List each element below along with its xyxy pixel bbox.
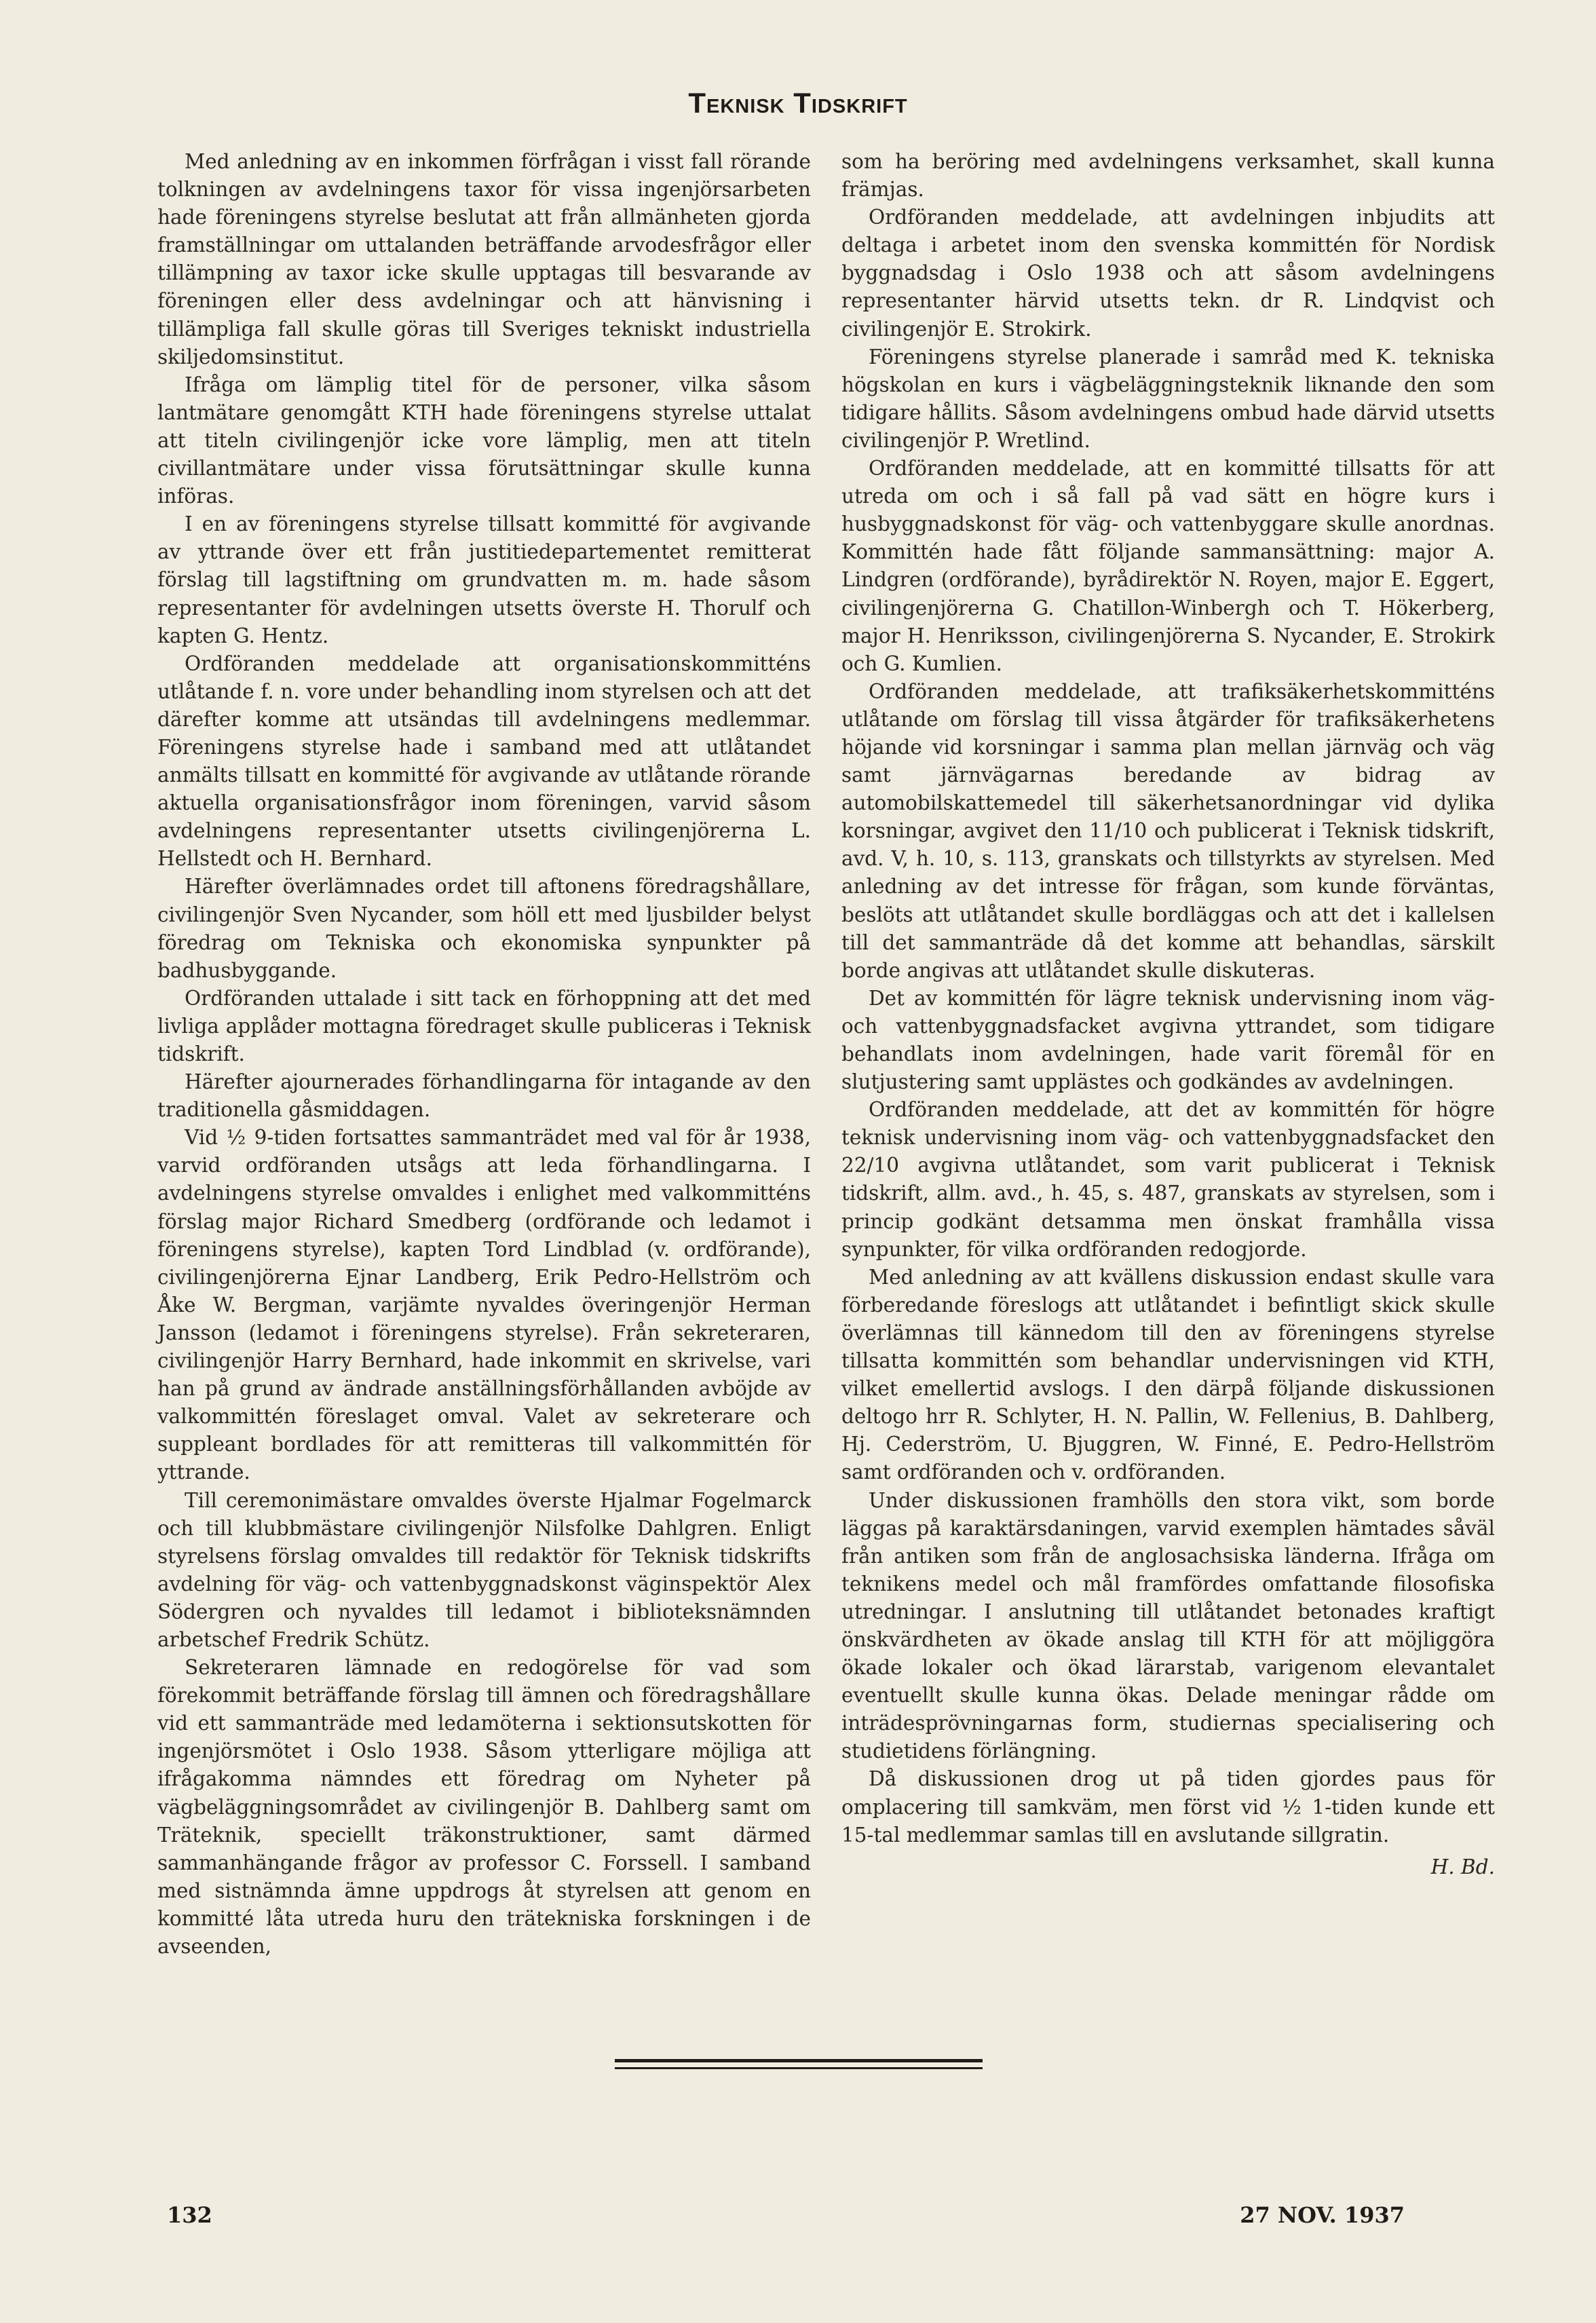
divider-rule-thick — [615, 2059, 983, 2062]
paragraph: Under diskussionen framhölls den stora vikt, som borde läggas på karaktärsdaningen, varvid exemplen hämtades såväl från antiken som från de anglosachsiska länderna. Ifråga om teknikens medel och mål framfördes omfattande filosofiska utredningar. I anslutning till utlåtandet betonades kraftigt önskvärdheten av ökade anslag till KTH för att möjliggöra ökade lokaler och ökad lärarstab, varigenom elevantalet eventuellt skulle kunna ökas. Delade meningar rådde om inträdesprövningarnas form, studiernas specialisering och studietidens förlängning. — [841, 1488, 1495, 1763]
paragraph: Med anledning av att kvällens diskussion endast skulle vara förberedande föreslogs att utlåtandet i befintligt skick skulle överlämnas till kännedom till den av föreningens styrelse tillsatta kommittén som behandlar undervisningen vid KTH, vilket emellertid avslogs. I den därpå följande diskussionen deltogo hrr R. Schlyter, H. N. Pallin, W. Fellenius, B. Dahlberg, Hj. Cederström, U. Bjuggren, W. Finné, E. Pedro-Hellström samt ordföranden och v. ordföranden. — [841, 1265, 1495, 1484]
author-signature: H. Bd. — [1430, 1855, 1495, 1878]
masthead: Teknisk Tidskrift — [688, 87, 908, 119]
paragraph: Med anledning av en inkommen förfrågan i visst fall rörande tolkningen av avdelningens taxor för vissa ingenjörsarbeten hade föreningens styrelse beslutat att från allmänheten gjorda framställningar om uttalanden beträffande arvodesfrågor eller tillämpning av taxor icke skulle upptagas till besvarande av föreningen eller dess avdelningar och att hänvisning i tillämpliga fall skulle göras till Sveriges tekniskt industriella skiljedomsinstitut. — [157, 150, 811, 369]
paragraph: Sekreteraren lämnade en redogörelse för vad som förekommit beträffande förslag till ämnen och föredragshållare vid ett sammanträde med ledamöterna i sektionsutskotten för ingenjörsmötet i Oslo 1938. Såsom ytterligare möjliga att ifrågakomma nämndes ett föredrag om Nyheter på vägbeläggningsområdet av civilingenjör B. Dahlberg samt om Träteknik, speciellt träkonstruktioner, samt därmed sammanhängande frågor av professor C. Forssell. I samband med sistnämnda ämne uppdrogs åt styrelsen att genom en kommitté låta utreda huru den trätekniska forskningen i de avseenden, — [157, 1656, 811, 1958]
paragraph: Till ceremonimästare omvaldes överste Hjalmar Fogelmarck och till klubbmästare civilingenjör Nilsfolke Dahlgren. Enligt styrelsens förslag omvaldes till redaktör för Teknisk tidskrifts avdelning för väg- och vattenbyggnadskonst väginspektör Alex Södergren och nyvaldes till ledamot i biblioteksnämnden arbetschef Fredrik Schütz. — [157, 1488, 811, 1651]
paragraph: Ifråga om lämplig titel för de personer, vilka såsom lantmätare genomgått KTH hade föreningens styrelse uttalat att titeln civilingenjör icke vore lämplig, men att titeln civillantmätare under vissa förutsättningar skulle kunna införas. — [157, 373, 811, 508]
paragraph: Det av kommittén för lägre teknisk undervisning inom väg- och vattenbyggnadsfacket avgivna yttrandet, som tidigare behandlats inom avdelningen, hade varit föremål för en slutjustering samt upplästes och godkändes av avdelningen. — [841, 986, 1495, 1094]
paragraph: Härefter ajournerades förhandlingarna för intagande av den traditionella gåsmiddagen. — [157, 1070, 811, 1122]
paragraph: Ordföranden meddelade, att trafiksäkerhetskommitténs utlåtande om förslag till vissa åtgärder för trafiksäkerhetens höjande vid korsningar i samma plan mellan järnväg och väg samt järnvägarnas beredande av bidrag av automobilskattemedel till säkerhetsanordningar vid dylika korsningar, avgivet den 11/10 och publicerat i Teknisk tidskrift, avd. V, h. 10, s. 113, granskats och tillstyrkts av styrelsen. Med anledning av det intresse för frågan, som kunde förväntas, beslöts att utlåtandet skulle bordläggas och att det i kallelsen till det sammanträde då det komme att behandlas, särskilt borde angivas att utlåtandet skulle diskuteras. — [841, 679, 1495, 982]
issue-date: 27 NOV. 1937 — [1240, 2202, 1405, 2228]
paragraph: Föreningens styrelse planerade i samråd med K. tekniska högskolan en kurs i vägbeläggningsteknik liknande den som tidigare hållits. Såsom avdelningens ombud hade därvid utsetts civilingenjör P. Wretlind. — [841, 345, 1495, 452]
left-column — [157, 148, 811, 1961]
paragraph: Ordföranden meddelade, att det av kommittén för högre teknisk undervisning inom väg- och vattenbyggnadsfacket den 22/10 avgivna utlåtandet, som varit publicerat i Teknisk tidskrift, allm. avd., h. 45, s. 487, granskats av styrelsen, som i princip godkänt detsamma men önskat framhålla vissa synpunkter, för vilka ordföranden redogjorde. — [841, 1098, 1495, 1261]
paragraph: Härefter överlämnades ordet till aftonens föredragshållare, civilingenjör Sven Nycander, som höll ett med ljusbilder belyst föredrag om Tekniska och ekonomiska synpunkter på badhusbyggande. — [157, 875, 811, 982]
paragraph: I en av föreningens styrelse tillsatt kommitté för avgivande av yttrande över ett från justitiedepartementet remitterat förslag till lagstiftning om grundvatten m. m. hade såsom representanter för avdelningen utsetts överste H. Thorulf och kapten G. Hentz. — [157, 512, 811, 647]
paragraph: Då diskussionen drog ut på tiden gjordes paus för omplacering till samkväm, men först vid ½ 1-tiden kunde ett 15-tal medlemmar samlas till en avslutande sillgratin. — [841, 1767, 1495, 1847]
paragraph: Ordföranden meddelade, att en kommitté tillsatts för att utreda om och i så fall på vad sätt en högre kurs i husbyggnadskonst för väg- och vattenbyggare skulle anordnas. Kommittén hade fått följande sammansättning: major A. Lindgren (ordförande), byrådirektör N. Royen, major E. Eggert, civilingenjörerna G. Chatillon-Winbergh och T. Hökerberg, major H. Henriksson, civilingenjörerna S. Nycander, E. Strokirk och G. Kumlien. — [841, 457, 1495, 675]
paragraph: som ha beröring med avdelningens verksamhet, skall kunna främjas. — [841, 150, 1495, 202]
right-column — [841, 148, 1495, 1881]
page-number: 132 — [167, 2202, 212, 2228]
paragraph: Vid ½ 9-tiden fortsattes sammanträdet med val för år 1938, varvid ordföranden utsågs att leda förhandlingarna. I avdelningens styrelse omvaldes i enlighet med valkommitténs förslag major Richard Smedberg (ordförande och ledamot i föreningens styrelse), kapten Tord Lindblad (v. ordförande), civilingenjörerna Ejnar Landberg, Erik Pedro-Hellström och Åke W. Bergman, varjämte nyvaldes överingenjör Herman Jansson (ledamot i föreningens styrelse). Från sekreteraren, civilingenjör Harry Bernhard, hade inkommit en skrivelse, vari han på grund av ändrade anställningsförhållanden avböjde av valkommittén föreslaget omval. Valet av sekreterare och suppleant bordlades för att remitteras till valkommittén för yttrande. — [157, 1126, 811, 1484]
paragraph: Ordföranden uttalade i sitt tack en förhoppning att det med livliga applåder mottagna föredraget skulle publiceras i Teknisk tidskrift. — [157, 986, 811, 1065]
paragraph: Ordföranden meddelade, att avdelningen inbjudits att deltaga i arbetet inom den svenska kommittén för Nordisk byggnadsdag i Oslo 1938 och att såsom avdelningens representanter härvid utsetts tekn. dr R. Lindqvist och civilingenjör E. Strokirk. — [841, 206, 1495, 341]
divider-rule-thin — [615, 2067, 983, 2069]
paragraph: Ordföranden meddelade att organisationskommitténs utlåtande f. n. vore under behandling inom styrelsen och att det därefter komme att utsändas till avdelningens medlemmar. Föreningens styrelse hade i samband med att utlåtandet anmälts tillsatt en kommitté för avgivande av utlåtande rörande aktuella organisationsfrågor inom föreningen, varvid såsom avdelningens representanter utsetts civilingenjörerna L. Hellstedt och H. Bernhard. — [157, 651, 811, 871]
